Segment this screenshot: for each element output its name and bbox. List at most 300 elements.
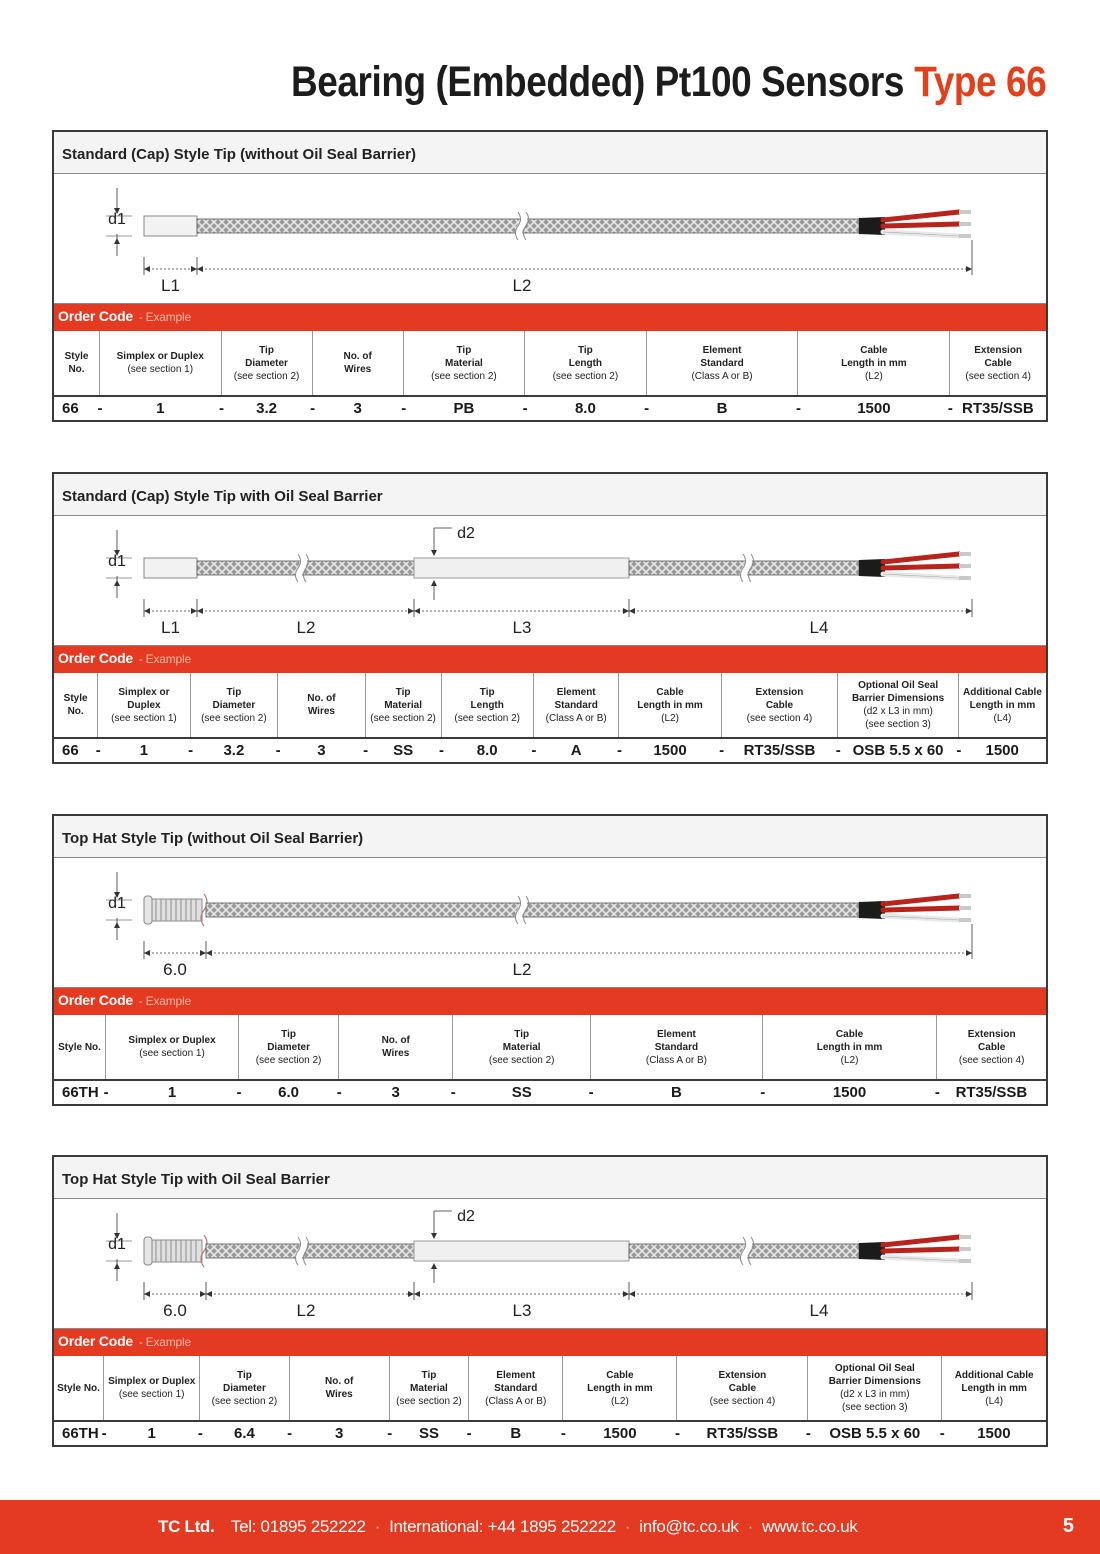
code-value-text: SS <box>511 1084 532 1101</box>
header-line: Length in mm <box>816 1041 883 1053</box>
table-header-row <box>54 331 1046 396</box>
code-value-text: A <box>570 742 582 759</box>
column-header <box>54 1356 104 1421</box>
separator-dash: - <box>236 1084 242 1101</box>
column-header <box>762 1015 937 1080</box>
header-line: Barrier Dimensions <box>851 693 945 704</box>
header-line: Material <box>384 699 422 711</box>
column-header <box>838 673 959 738</box>
section-heading: Standard (Cap) Style Tip (without Oil Seal Barrier) <box>54 132 1046 174</box>
header-line: Wires <box>382 1048 410 1059</box>
page-title <box>291 58 1046 107</box>
header-line: Diameter <box>267 1041 310 1053</box>
separator-dash: - <box>97 400 103 417</box>
code-value-text: 3 <box>335 1425 344 1442</box>
code-value-text: 8.0 <box>574 400 596 417</box>
header-line: Extension <box>967 1028 1016 1040</box>
code-value <box>646 396 801 420</box>
header-line: Additional Cable <box>962 686 1042 698</box>
column-header <box>403 331 524 396</box>
header-line: (d2 x L3 in mm) <box>840 1389 910 1400</box>
separator-dash: - <box>275 742 281 759</box>
column-header <box>808 1356 942 1421</box>
code-value-text: OSB 5.5 x 60 <box>852 742 944 759</box>
header-line: (see section 1) <box>118 1389 185 1400</box>
diagram-area <box>54 516 1046 646</box>
oil-seal-barrier <box>414 558 629 578</box>
separator-dash: - <box>939 1425 945 1442</box>
column-header <box>646 331 798 396</box>
column-header <box>619 673 721 738</box>
header-line: Length <box>470 699 504 711</box>
footer-tel: Tel: 01895 252222 <box>230 1517 366 1536</box>
column-header <box>591 1015 763 1080</box>
separator-dash: - <box>387 1425 393 1442</box>
header-line: (see section 3) <box>842 1402 908 1413</box>
header-line: No. of <box>325 1376 354 1387</box>
header-line: Standard <box>654 1041 699 1053</box>
header-line: Cable <box>835 1028 864 1040</box>
code-value-text: B <box>510 1425 522 1442</box>
code-value <box>101 1421 203 1445</box>
l1-label: 6.0 <box>163 960 187 979</box>
wire-tails <box>859 894 971 922</box>
column-header <box>525 331 646 396</box>
order-code-table <box>54 331 1046 420</box>
l1-label: 6.0 <box>163 1301 187 1320</box>
order-code-label: Order Code <box>58 992 134 1008</box>
separator-dash: - <box>439 742 445 759</box>
code-value <box>190 738 281 762</box>
code-value <box>289 1421 393 1445</box>
header-line: Optional Oil Seal <box>858 680 939 691</box>
header-line: (see section 2) <box>552 370 619 382</box>
code-value-text: 3 <box>317 742 326 759</box>
cap-tip <box>144 558 197 578</box>
code-value-text: 1500 <box>832 1084 867 1101</box>
separator-dash: - <box>188 742 194 759</box>
separator-dash: - <box>336 1084 342 1101</box>
order-code-example: - Example <box>138 652 191 666</box>
l1-label: L1 <box>161 276 180 295</box>
d1-label: d1 <box>108 1236 126 1253</box>
separator-dash: - <box>103 1084 109 1101</box>
header-line: Length in mm <box>637 699 703 711</box>
code-value-text: 1500 <box>985 742 1019 759</box>
header-line: (L2) <box>611 1395 629 1407</box>
example-code-row <box>54 396 1046 420</box>
header-line: Simplex or Duplex <box>128 1035 216 1046</box>
d2-label: d2 <box>457 1208 475 1225</box>
code-value-text: B <box>716 400 728 417</box>
diagram-area <box>54 1199 1046 1329</box>
column-header <box>389 1356 468 1421</box>
order-code-label: Order Code <box>58 650 134 666</box>
code-value <box>466 1421 566 1445</box>
header-line: Cable <box>978 1041 1006 1053</box>
order-code-example: - Example <box>138 1335 191 1349</box>
order-code-bar <box>54 1329 1046 1356</box>
separator-dash: - <box>95 742 101 759</box>
l2-label: L2 <box>296 1301 316 1320</box>
header-line: (Class A or B) <box>645 1054 708 1066</box>
header-line: Tip <box>281 1028 296 1040</box>
separator-dash: - <box>760 1084 766 1101</box>
header-line: Cable <box>984 357 1012 369</box>
header-line: Cable <box>606 1369 634 1381</box>
header-line: (see section 4) <box>709 1395 776 1407</box>
footer-web[interactable]: www.tc.co.uk <box>762 1517 858 1536</box>
code-value <box>795 396 953 420</box>
header-line: (see section 2) <box>370 712 436 724</box>
code-value <box>674 1421 811 1445</box>
column-header <box>278 673 366 738</box>
header-line: Style No. <box>57 1382 100 1394</box>
order-code-table <box>54 1015 1046 1104</box>
table-header-row <box>54 1356 1046 1421</box>
separator-dash: - <box>401 400 407 417</box>
separator-dash: - <box>531 742 537 759</box>
header-line: Standard <box>494 1382 538 1394</box>
separator-dash: - <box>310 400 316 417</box>
code-value-text: RT35/SSB <box>962 400 1034 417</box>
code-value-text: 6.4 <box>234 1425 255 1442</box>
code-value <box>533 738 622 762</box>
code-value <box>958 738 1046 762</box>
header-line: Tip <box>237 1369 252 1381</box>
header-line: (see section 2) <box>233 370 300 382</box>
header-line: Tip <box>395 686 411 698</box>
header-line: (see section 2) <box>201 712 267 724</box>
separator-dash: - <box>616 742 622 759</box>
header-line: (see section 1) <box>111 712 177 724</box>
top-hat-tip <box>144 1235 207 1267</box>
code-value <box>835 738 962 762</box>
header-line: (Class A or B) <box>485 1395 547 1407</box>
separator-dash: - <box>934 1084 940 1101</box>
header-line: Simplex or Duplex <box>108 1376 196 1387</box>
footer-contact: TC Ltd. Tel: 01895 252222 · International: +44 1895 252222 · info@tc.co.uk · www.tc.co.uk <box>158 1517 858 1536</box>
code-value <box>312 396 407 420</box>
wire-tails <box>859 1235 971 1263</box>
separator-dash: - <box>101 1425 107 1442</box>
header-line: (see section 4) <box>958 1054 1025 1066</box>
order-code-bar <box>54 646 1046 673</box>
header-line: (see section 4) <box>965 370 1031 382</box>
code-value <box>197 1421 293 1445</box>
d1-label: d1 <box>108 211 126 228</box>
code-value-text: 1 <box>139 742 149 759</box>
order-code-bar <box>54 304 1046 331</box>
sheath-cable <box>206 1244 414 1258</box>
header-line: Optional Oil Seal <box>834 1363 915 1374</box>
header-line: Standard <box>700 357 744 369</box>
code-value <box>805 1421 945 1445</box>
header-line: Extension <box>974 344 1023 356</box>
header-line: (L2) <box>864 370 883 382</box>
header-line: (Class A or B) <box>691 370 753 382</box>
code-value-text: PB <box>453 400 475 417</box>
code-value <box>97 396 224 420</box>
code-value-text: SS <box>393 742 414 759</box>
header-line: Tip <box>479 686 495 698</box>
separator-dash: - <box>219 400 224 417</box>
header-line: No. of <box>381 1035 410 1046</box>
footer-company: TC Ltd. <box>158 1517 215 1536</box>
column-header <box>677 1356 808 1421</box>
separator-dash: - <box>835 742 841 759</box>
separator-dash: - <box>197 1425 203 1442</box>
code-value-text: 6.0 <box>278 1084 300 1101</box>
header-line: (L2) <box>661 712 679 724</box>
separator-dash: - <box>450 1084 456 1101</box>
sensor-diagram <box>54 1199 1046 1329</box>
order-code-example: - Example <box>138 994 191 1008</box>
code-value-text: RT35/SSB <box>955 1084 1028 1101</box>
l3-label: L3 <box>512 618 532 637</box>
header-line: Tip <box>259 344 274 356</box>
code-value-text: 1500 <box>603 1425 637 1442</box>
header-line: Diameter <box>212 699 256 711</box>
code-value-text: 1 <box>167 1084 177 1101</box>
header-line: (see section 2) <box>488 1054 555 1066</box>
l3-label: L3 <box>512 1301 532 1320</box>
header-line: Extension <box>755 686 804 698</box>
sheath-cable <box>206 903 859 917</box>
code-value-text: RT35/SSB <box>743 742 816 759</box>
code-value-text: 1 <box>156 400 165 417</box>
code-value <box>588 1080 766 1104</box>
table-header-row <box>54 673 1046 738</box>
header-line: (see section 1) <box>139 1048 205 1059</box>
code-value-text: 8.0 <box>476 742 498 759</box>
header-line: (L4) <box>985 1395 1004 1407</box>
separator-dash: - <box>466 1425 472 1442</box>
section-tophat-with-seal <box>52 1155 1048 1447</box>
diagram-area <box>54 174 1046 304</box>
header-line: Cable <box>656 686 684 698</box>
order-code-label: Order Code <box>58 1333 134 1349</box>
code-value-text: 1500 <box>653 742 687 759</box>
column-header <box>106 1015 239 1080</box>
d1-label: d1 <box>108 895 126 912</box>
footer-email[interactable]: info@tc.co.uk <box>639 1517 739 1536</box>
header-line: Cable <box>860 344 888 356</box>
header-line: Tip <box>421 1369 437 1381</box>
header-line: Material <box>410 1382 448 1394</box>
code-value-text: SS <box>418 1425 439 1442</box>
column-header <box>721 673 838 738</box>
sensor-diagram <box>54 174 1046 304</box>
header-line: Tip <box>577 344 593 356</box>
code-value-text: RT35/SSB <box>706 1425 779 1442</box>
page-title-type: Type 66 <box>914 58 1046 106</box>
footer-intl: International: +44 1895 252222 <box>389 1517 616 1536</box>
section-heading: Standard (Cap) Style Tip with Oil Seal Barrier <box>54 474 1046 516</box>
code-value-text: B <box>671 1084 682 1101</box>
code-value <box>236 1080 342 1104</box>
section-cap-no-seal <box>52 130 1048 422</box>
code-value <box>389 1421 472 1445</box>
code-value-text: 3 <box>391 1084 400 1101</box>
l2-label: L2 <box>296 618 316 637</box>
l4-label: L4 <box>809 618 829 637</box>
code-value <box>95 738 194 762</box>
header-line: Wires <box>307 706 335 717</box>
header-line: (see section 1) <box>127 364 194 375</box>
separator-dash: - <box>287 1425 293 1442</box>
header-line: (Class A or B) <box>545 712 607 724</box>
header-line: Element <box>702 344 742 356</box>
code-value-text: 3.2 <box>256 400 277 417</box>
header-line: Style No. <box>64 351 89 375</box>
separator-dash: - <box>522 400 528 417</box>
header-line: No. <box>67 706 84 717</box>
diagram-area <box>54 858 1046 988</box>
header-line: Diameter <box>223 1382 266 1394</box>
separator-dash: - <box>588 1084 594 1101</box>
separator-dash: - <box>644 400 650 417</box>
section-heading: Top Hat Style Tip with Oil Seal Barrier <box>54 1157 1046 1199</box>
cap-tip <box>144 216 197 236</box>
column-header <box>942 1356 1046 1421</box>
column-header <box>453 1015 591 1080</box>
code-value <box>403 396 528 420</box>
order-code-example: - Example <box>138 310 191 324</box>
code-value <box>275 738 369 762</box>
header-line: (see section 2) <box>431 370 497 382</box>
column-header <box>950 331 1046 396</box>
header-line: No. of <box>343 351 372 362</box>
code-value <box>221 396 316 420</box>
header-line: Tip <box>514 1028 530 1040</box>
header-line: (L2) <box>840 1054 859 1066</box>
header-line: Barrier Dimensions <box>828 1376 921 1387</box>
top-hat-tip <box>144 894 207 926</box>
header-line: Element <box>656 1028 696 1040</box>
header-line: Length in mm <box>969 699 1036 711</box>
header-line: (d2 x L3 in mm) <box>863 706 933 717</box>
header-line: Element <box>556 686 596 698</box>
l4-label: L4 <box>809 1301 829 1320</box>
header-line: (see section 4) <box>746 712 813 724</box>
column-header <box>100 331 221 396</box>
code-value-text: 66TH <box>62 1425 99 1442</box>
code-value <box>947 396 1046 420</box>
code-value <box>560 1421 680 1445</box>
code-value <box>54 396 103 420</box>
column-header <box>312 331 403 396</box>
l2-label: L2 <box>512 276 532 295</box>
code-value <box>939 1421 1046 1445</box>
column-header <box>239 1015 339 1080</box>
code-value <box>54 1080 109 1104</box>
header-line: (see section 2) <box>211 1395 278 1407</box>
wire-tails <box>859 210 971 238</box>
column-header <box>98 673 190 738</box>
order-code-table <box>54 673 1046 762</box>
section-heading: Top Hat Style Tip (without Oil Seal Barrier) <box>54 816 1046 858</box>
example-code-row <box>54 738 1046 762</box>
code-value <box>721 738 841 762</box>
column-header <box>54 331 100 396</box>
code-value-text: 66TH <box>62 1084 99 1101</box>
section-tophat-no-seal <box>52 814 1048 1106</box>
header-line: Length in mm <box>841 357 907 369</box>
header-line: (see section 2) <box>396 1395 462 1407</box>
header-line: No. of <box>307 693 336 704</box>
code-value <box>762 1080 940 1104</box>
column-header <box>190 673 278 738</box>
header-line: Length in mm <box>961 1382 1027 1394</box>
header-line: Style <box>63 693 88 704</box>
code-value <box>103 1080 242 1104</box>
code-value <box>54 738 101 762</box>
separator-dash: - <box>674 1425 680 1442</box>
column-header <box>339 1015 453 1080</box>
sensor-diagram <box>54 858 1046 988</box>
code-value-text: 66 <box>62 742 79 759</box>
separator-dash: - <box>947 400 953 417</box>
column-header <box>958 673 1046 738</box>
code-value-text: 1500 <box>977 1425 1011 1442</box>
header-line: Additional Cable <box>954 1369 1034 1381</box>
separator-dash: - <box>719 742 725 759</box>
header-line: Simplex or Duplex <box>116 351 204 362</box>
header-line: Tip <box>456 344 472 356</box>
header-line: (see section 3) <box>865 719 931 730</box>
l2-label: L2 <box>512 960 532 979</box>
header-line: Duplex <box>127 699 161 711</box>
header-line: Tip <box>226 686 242 698</box>
separator-dash: - <box>805 1425 811 1442</box>
code-value-text: 66 <box>62 400 79 417</box>
code-value-text: 3.2 <box>223 742 245 759</box>
page-number: 5 <box>1062 1515 1074 1537</box>
column-header <box>441 673 533 738</box>
header-line: Simplex or <box>118 686 170 698</box>
code-value <box>54 1421 107 1445</box>
header-line: Material <box>445 357 483 369</box>
code-value <box>522 396 650 420</box>
separator-dash: - <box>795 400 801 417</box>
wire-tails <box>859 552 971 580</box>
code-value <box>365 738 445 762</box>
separator-dash: - <box>363 742 369 759</box>
header-line: Cable <box>765 699 794 711</box>
code-value <box>441 738 537 762</box>
header-line: Wires <box>344 364 372 375</box>
code-value-text: OSB 5.5 x 60 <box>829 1425 921 1442</box>
header-line: (L4) <box>993 712 1012 724</box>
example-code-row <box>54 1080 1046 1104</box>
example-code-row <box>54 1421 1046 1445</box>
order-code-label: Order Code <box>58 308 134 324</box>
column-header <box>365 673 441 738</box>
column-header <box>221 331 312 396</box>
table-header-row <box>54 1015 1046 1080</box>
header-line: (see section 2) <box>255 1054 322 1066</box>
l1-label: L1 <box>161 618 180 637</box>
footer <box>0 1500 1100 1554</box>
column-header <box>469 1356 563 1421</box>
column-header <box>289 1356 389 1421</box>
code-value <box>934 1080 1046 1104</box>
column-header <box>798 331 950 396</box>
page-title-main: Bearing (Embedded) Pt100 Sensors <box>290 58 904 106</box>
column-header <box>533 673 619 738</box>
header-line: Wires <box>325 1389 353 1400</box>
